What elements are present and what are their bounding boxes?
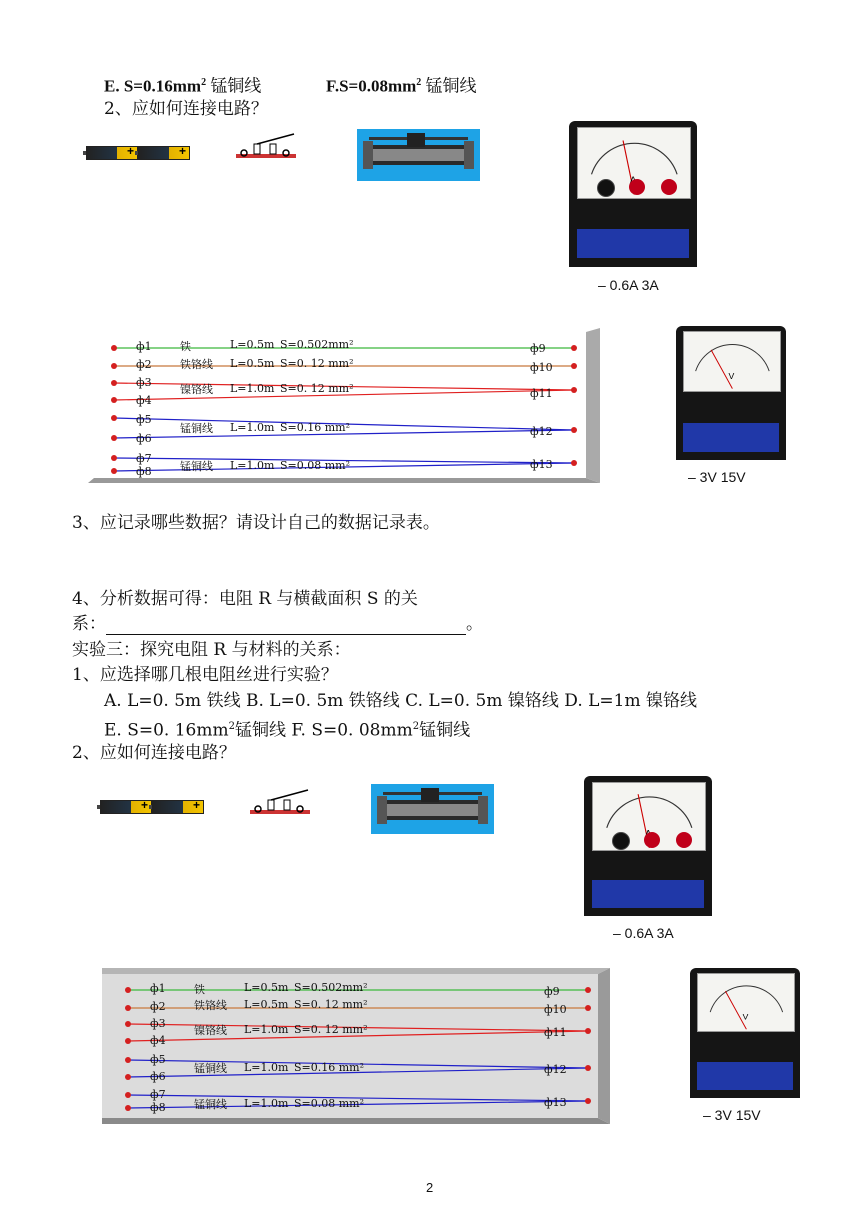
board1-wire4-L: L=1.0m xyxy=(230,421,275,434)
answer-blank[interactable] xyxy=(106,616,466,635)
board2-label-left-8: ф8 xyxy=(150,1101,166,1114)
board1-wire2-L: L=0.5m xyxy=(230,357,275,370)
board2-wire5-name: 锰铜线 xyxy=(194,1098,227,1111)
board2-label-right-12: ф12 xyxy=(544,1063,567,1076)
board1-label-left-2: ф2 xyxy=(136,358,152,371)
ammeter-icon xyxy=(569,121,697,267)
board2-wire4-name: 锰铜线 xyxy=(194,1062,227,1075)
board2-label-right-13: ф13 xyxy=(544,1096,567,1109)
board2-label-left-3: ф3 xyxy=(150,1017,166,1030)
board1-wire2-S: S=0. 12 mm² xyxy=(280,357,354,370)
question-4-line1: 4、分析数据可得：电阻 R 与横截面积 S 的关 xyxy=(72,589,418,609)
rheostat-icon xyxy=(357,129,480,181)
board1-label-right-11: ф11 xyxy=(530,387,553,400)
experiment-3-options-line1: A. L=0. 5m 铁线 B. L=0. 5m 铁铬线 C. L=0. 5m 镍铬线 D. L=1m 镍铬线 xyxy=(104,691,697,711)
board1-wire2-name: 铁铬线 xyxy=(180,358,213,371)
option-f: $F.S=0.08mm^2$ 锰铜线 xyxy=(326,76,477,96)
board2-wire2-S: S=0. 12 mm² xyxy=(294,998,368,1011)
board2-wire3-name: 镍铬线 xyxy=(194,1024,227,1037)
board2-wire3-S: S=0. 12 mm² xyxy=(294,1023,368,1036)
question-3: 3、应记录哪些数据？请设计自己的数据记录表。 xyxy=(72,513,440,533)
board1-label-left-6: ф6 xyxy=(136,432,152,445)
board1-wire1-L: L=0.5m xyxy=(230,338,275,351)
switch-icon xyxy=(236,132,296,160)
board2-label-left-7: ф7 xyxy=(150,1088,166,1101)
board1-label-right-10: ф10 xyxy=(530,361,553,374)
board2-wire5-S: S=0.08 mm² xyxy=(294,1097,365,1110)
board1-wire3-L: L=1.0m xyxy=(230,382,275,395)
board2-wire1-S: S=0.502mm² xyxy=(294,981,368,994)
ammeter-range-label: – 0.6A 3A xyxy=(613,925,674,941)
question-2-top: 2、应如何连接电路？ xyxy=(104,99,268,119)
board1-label-left-7: ф7 xyxy=(136,452,152,465)
board1-label-right-9: ф9 xyxy=(530,342,546,355)
experiment-3-options-line2: E. S=0. $16mm^2$锰铜线 F. S=0. $08mm^2$锰铜线 xyxy=(104,720,471,741)
board2-wire4-L: L=1.0m xyxy=(244,1061,289,1074)
board2-wire1-name: 铁 xyxy=(194,983,205,996)
option-e: E. $S=0.16mm^2$ 锰铜线 xyxy=(104,76,262,96)
board2-wire4-S: S=0.16 mm² xyxy=(294,1061,365,1074)
experiment-3-question-2: 2、应如何连接电路？ xyxy=(72,743,236,763)
board1-wire5-name: 锰铜线 xyxy=(180,460,213,473)
board2-label-right-10: ф10 xyxy=(544,1003,567,1016)
experiment-3-question-1: 1、应选择哪几根电阻丝进行实验？ xyxy=(72,665,338,685)
voltmeter-icon xyxy=(676,326,786,460)
board2-wire2-name: 铁铬线 xyxy=(194,999,227,1012)
switch-icon xyxy=(250,788,310,816)
board1-label-right-12: ф12 xyxy=(530,425,553,438)
board2-label-left-6: ф6 xyxy=(150,1070,166,1083)
page-number: 2 xyxy=(426,1180,434,1195)
board1-wire4-name: 锰铜线 xyxy=(180,422,213,435)
board1-label-left-5: ф5 xyxy=(136,413,152,426)
board2-label-right-9: ф9 xyxy=(544,985,560,998)
board2-wire1-L: L=0.5m xyxy=(244,981,289,994)
experiment-3-title: 实验三：探究电阻 R 与材料的关系： xyxy=(72,640,351,660)
battery-icon: + + xyxy=(100,800,204,814)
board2-label-left-4: ф4 xyxy=(150,1034,166,1047)
board1-label-right-13: ф13 xyxy=(530,458,553,471)
board1-wire3-S: S=0. 12 mm² xyxy=(280,382,354,395)
board1-label-left-1: ф1 xyxy=(136,340,152,353)
board1-label-left-3: ф3 xyxy=(136,376,152,389)
board1-label-left-8: ф8 xyxy=(136,465,152,478)
voltmeter-icon xyxy=(690,968,800,1098)
board2-label-left-1: ф1 xyxy=(150,982,166,995)
board1-wire4-S: S=0.16 mm² xyxy=(280,421,351,434)
question-4-line2: 系： 。 xyxy=(72,614,483,634)
voltmeter-range-label: – 3V 15V xyxy=(688,469,746,485)
board2-label-left-2: ф2 xyxy=(150,1000,166,1013)
board1-wire5-S: S=0.08 mm² xyxy=(280,459,351,472)
ammeter-range-label: – 0.6A 3A xyxy=(598,277,659,293)
board2-wire5-L: L=1.0m xyxy=(244,1097,289,1110)
voltmeter-range-label: – 3V 15V xyxy=(703,1107,761,1123)
svg-text:V: V xyxy=(742,1011,748,1022)
board1-label-left-4: ф4 xyxy=(136,394,152,407)
board2-wire3-L: L=1.0m xyxy=(244,1023,289,1036)
svg-text:V: V xyxy=(728,371,734,382)
battery-icon: + + xyxy=(86,146,190,160)
board1-wire5-L: L=1.0m xyxy=(230,459,275,472)
board1-wire3-name: 镍铬线 xyxy=(180,383,213,396)
ammeter-icon xyxy=(584,776,712,916)
rheostat-icon xyxy=(371,784,494,834)
board2-wire2-L: L=0.5m xyxy=(244,998,289,1011)
board2-label-right-11: ф11 xyxy=(544,1026,567,1039)
board2-label-left-5: ф5 xyxy=(150,1053,166,1066)
board1-wire1-name: 铁 xyxy=(180,340,191,353)
board1-wire1-S: S=0.502mm² xyxy=(280,338,354,351)
